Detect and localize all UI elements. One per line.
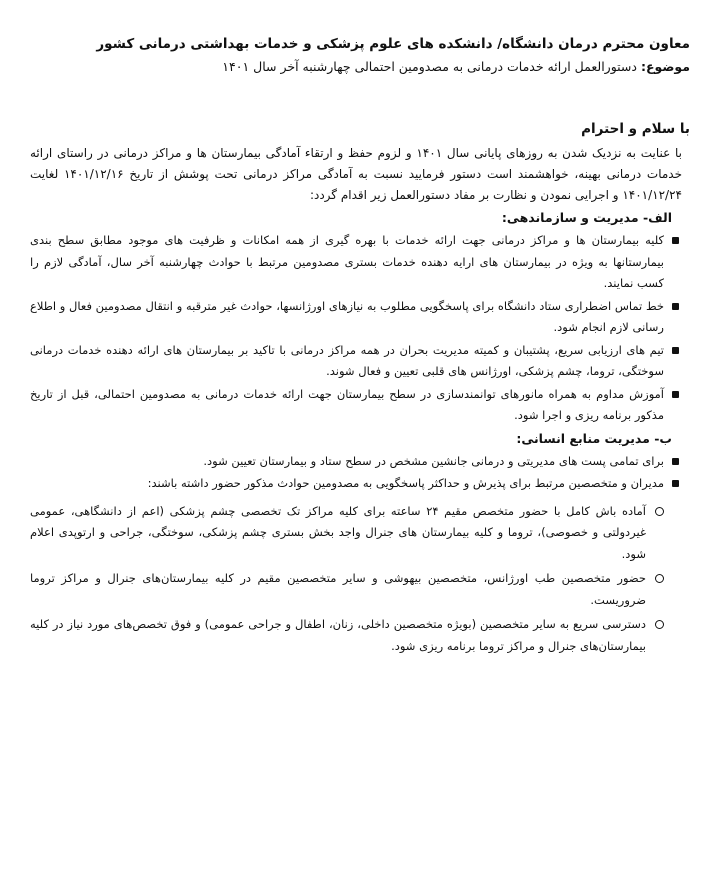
subject-line xyxy=(30,57,690,77)
list-item: مدیران و متخصصین مرتبط برای پذیرش و حداکثر پاسخگویی به مصدومین حوادث مذکور حضور داشته باشند: xyxy=(30,473,682,495)
section-b-sublist xyxy=(30,501,690,658)
bullet-square-icon xyxy=(672,480,679,487)
section-a-list xyxy=(30,230,690,427)
bullet-square-icon xyxy=(672,391,679,398)
section-b-title: ب- مدیریت منابع انسانی: xyxy=(516,430,672,446)
list-item: آموزش مداوم به همراه مانورهای توانمندسازی در سطح بیمارستان جهت ارائه خدمات درمانی به مصدومین احتمالی، قبل از تاریخ مذکور برنامه ریزی و اجرا شود. xyxy=(30,384,682,427)
section-a-title: الف- مدیریت و سازماندهی: xyxy=(501,210,672,225)
section-b-list xyxy=(30,451,690,495)
subject-label: موضوع: xyxy=(640,59,690,74)
list-item: خط تماس اضطراری ستاد دانشگاه برای پاسخگویی مطلوب به نیازهای اورژانسها، حوادث غیر مترقبه و انتقال مصدومین فعال و اطلاع رسانی لازم انجام شود. xyxy=(30,296,682,339)
subject-text: دستورالعمل ارائه خدمات درمانی به مصدومین احتمالی چهارشنبه آخر سال ۱۴۰۱ xyxy=(222,59,637,74)
intro-paragraph: با عنایت به نزدیک شدن به روزهای پایانی سال ۱۴۰۱ و لزوم حفظ و ارتقاء آمادگی بیمارستان ها و مراکز درمانی در راستای ارائه خدمات درمانی بهینه، خواهشمند است دستور فرمایید نسبت به آمادگی مراکز درمانی تحت پوشش از تاریخ ۱۴۰۱/۱۲/۱۶ لغایت ۱۴۰۱/۱۲/۲۴ و اجرایی نمودن و نظارت بر مفاد دستورالعمل زیر اقدام گردد: xyxy=(30,146,682,202)
list-item: آماده باش کامل با حضور متخصص مقیم ۲۴ ساعته برای کلیه مراکز تک تخصصی چشم پزشکی (اعم از دانشگاهی، عمومی غیردولتی و خصوصی)، تروما و کلیه بیمارستان های جنرال واجد بخش بستری چشم پزشکی، سوختگی، جراحی و ارتوپدی اعلام شود. xyxy=(30,501,670,566)
list-item: کلیه بیمارستان ها و مراکز درمانی جهت ارائه خدمات با بهره گیری از همه امکانات و ظرفیت های موجود مطابق سطح بندی بیمارستانها به ویژه در بیمارستان های ارایه دهنده خدمات بستری مصدومین مرتبط با حوادث چهارشنبه آخر سال، آمادگی لازم را کسب نمایند. xyxy=(30,230,682,295)
bullet-square-icon xyxy=(672,237,679,244)
bullet-square-icon xyxy=(672,347,679,354)
list-item: حضور متخصصین طب اورژانس، متخصصین بیهوشی و سایر متخصصین مقیم در کلیه بیمارستان‌های جنرال و مراکز تروما ضروریست. xyxy=(30,568,670,611)
list-item: دسترسی سریع به سایر متخصصین (بویژه متخصصین داخلی، زنان، اطفال و جراحی عمومی) و فوق تخصص‌های مورد نیاز در کلیه بیمارستان‌های جنرال و مراکز تروما برنامه ریزی شود. xyxy=(30,614,670,657)
list-item: برای تمامی پست های مدیریتی و درمانی جانشین مشخص در سطح ستاد و بیمارستان تعیین شود. xyxy=(30,451,682,473)
greeting: با سلام و احترام xyxy=(581,121,690,137)
addressee-line: معاون محترم درمان دانشگاه/ دانشکده های علوم پزشکی و خدمات بهداشتی درمانی کشور xyxy=(96,36,690,52)
bullet-circle-icon xyxy=(655,574,664,583)
bullet-square-icon xyxy=(672,458,679,465)
bullet-circle-icon xyxy=(655,507,664,516)
list-item: تیم های ارزیابی سریع، پشتیبان و کمیته مدیریت بحران در همه مراکز درمانی با تاکید بر بیمارستان های ارائه دهنده خدمات درمانی سوختگی، تروما، چشم پزشکی، اورژانس های قلبی تعیین و فعال شوند. xyxy=(30,340,682,383)
bullet-circle-icon xyxy=(655,620,664,629)
bullet-square-icon xyxy=(672,303,679,310)
